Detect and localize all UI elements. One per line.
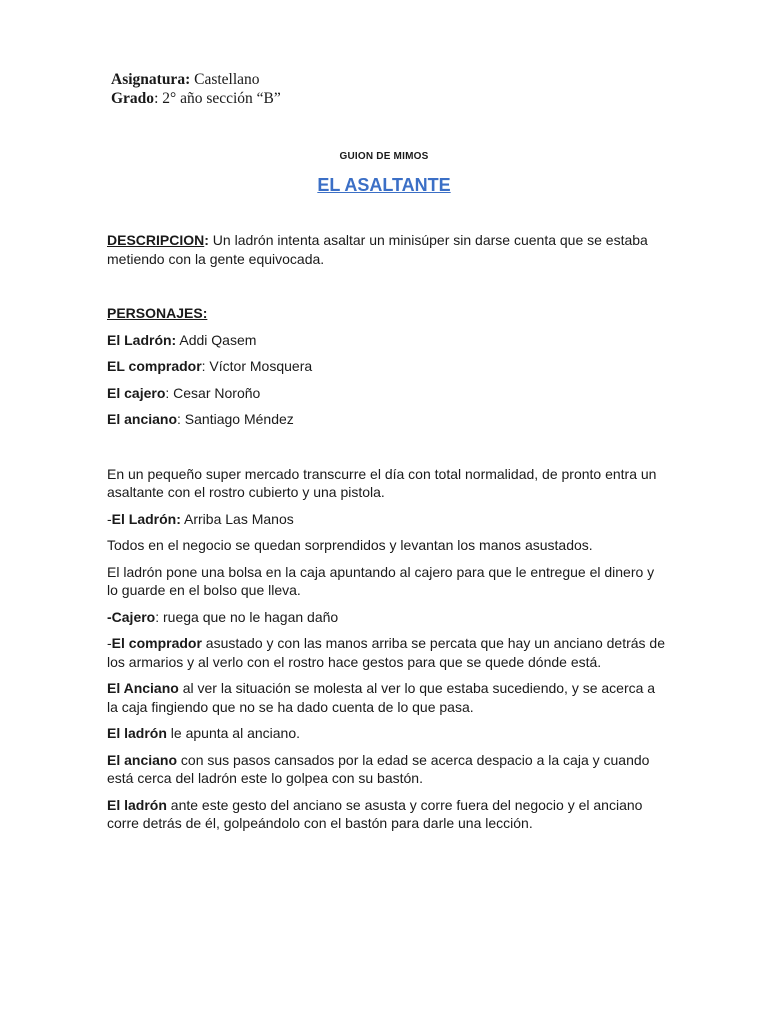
character-name: : Cesar Noroño (165, 384, 261, 401)
description-text: Un ladrón intenta asaltar un minisúper sin darse cuenta que se estaba metiendo con la gente equivocada. (107, 232, 648, 267)
character-role: El cajero (107, 384, 166, 401)
subject-label: Asignatura: (111, 71, 191, 88)
description-colon: : (204, 232, 209, 248)
character-name: Addi Qasem (176, 331, 257, 348)
grade-label: Grado (111, 90, 155, 107)
character-role: El Ladrón: (107, 331, 177, 348)
speaker-label: -Cajero (107, 608, 156, 625)
subject-line (111, 70, 281, 89)
grade-line (111, 89, 281, 108)
description-label: DESCRIPCION (107, 232, 205, 248)
character-role: EL comprador (107, 358, 202, 374)
characters-heading: PERSONAJES: (107, 305, 208, 321)
character-name: : Santiago Méndez (177, 411, 294, 427)
script-paragraph: -Cajero: ruega que no le hagan daño (107, 608, 339, 625)
document-header (111, 70, 281, 108)
speaker-label: El Anciano (107, 680, 179, 696)
character-name: : Víctor Mosquera (201, 358, 313, 374)
grade-value: : 2° año sección “B” (154, 90, 281, 107)
script-paragraph: El ladrón pone una bolsa en la caja apuntando al cajero para que le entregue el dinero y lo guarde en el bolso que lleva. (107, 563, 655, 598)
script-paragraph: Todos en el negocio se quedan sorprendidos y levantan los manos asustados. (107, 537, 593, 553)
document-subtitle: GUION DE MIMOS (339, 151, 429, 162)
speaker-label: El ladrón (107, 796, 167, 813)
script-paragraph: El anciano con sus pasos cansados por la edad se acerca despacio a la caja y cuando está cerca del ladrón este lo golpea con su bastón. (107, 751, 650, 786)
speaker-label: El ladrón (107, 725, 167, 741)
script-paragraph: El ladrón le apunta al anciano. (107, 725, 301, 741)
script-paragraph: El Anciano al ver la situación se molesta al ver lo que estaba sucediendo, y se acerca a la caja fingiendo que no se ha dado cuenta de lo que pasa. (107, 680, 656, 715)
character-item (107, 410, 667, 429)
script-paragraph: En un pequeño super mercado transcurre el día con total normalidad, de pronto entra un asaltante con el rostro cubierto y una pistola. (107, 465, 657, 500)
description-paragraph (107, 231, 667, 268)
character-item (107, 357, 667, 376)
document-title: EL ASALTANTE (317, 175, 451, 195)
character-role: El anciano (107, 411, 178, 427)
script-paragraph: -El comprador asustado y con las manos arriba se percata que hay un anciano detrás de los armarios y al verlo con el rostro hace gestos para que se quede dónde está. (107, 635, 665, 670)
speaker-label: El anciano (107, 751, 178, 768)
document-body (107, 231, 667, 833)
speaker-label: El Ladrón: (111, 510, 181, 527)
script-paragraph: -El Ladrón: Arriba Las Manos (107, 510, 294, 527)
character-item (107, 384, 667, 403)
subject-value: Castellano (190, 71, 260, 88)
script-paragraph: El ladrón ante este gesto del anciano se asusta y corre fuera del negocio y el anciano corre detrás de él, golpeándolo con el bastón para darle una lección. (107, 796, 643, 831)
character-item (107, 331, 667, 350)
speaker-label: El comprador (111, 635, 202, 651)
